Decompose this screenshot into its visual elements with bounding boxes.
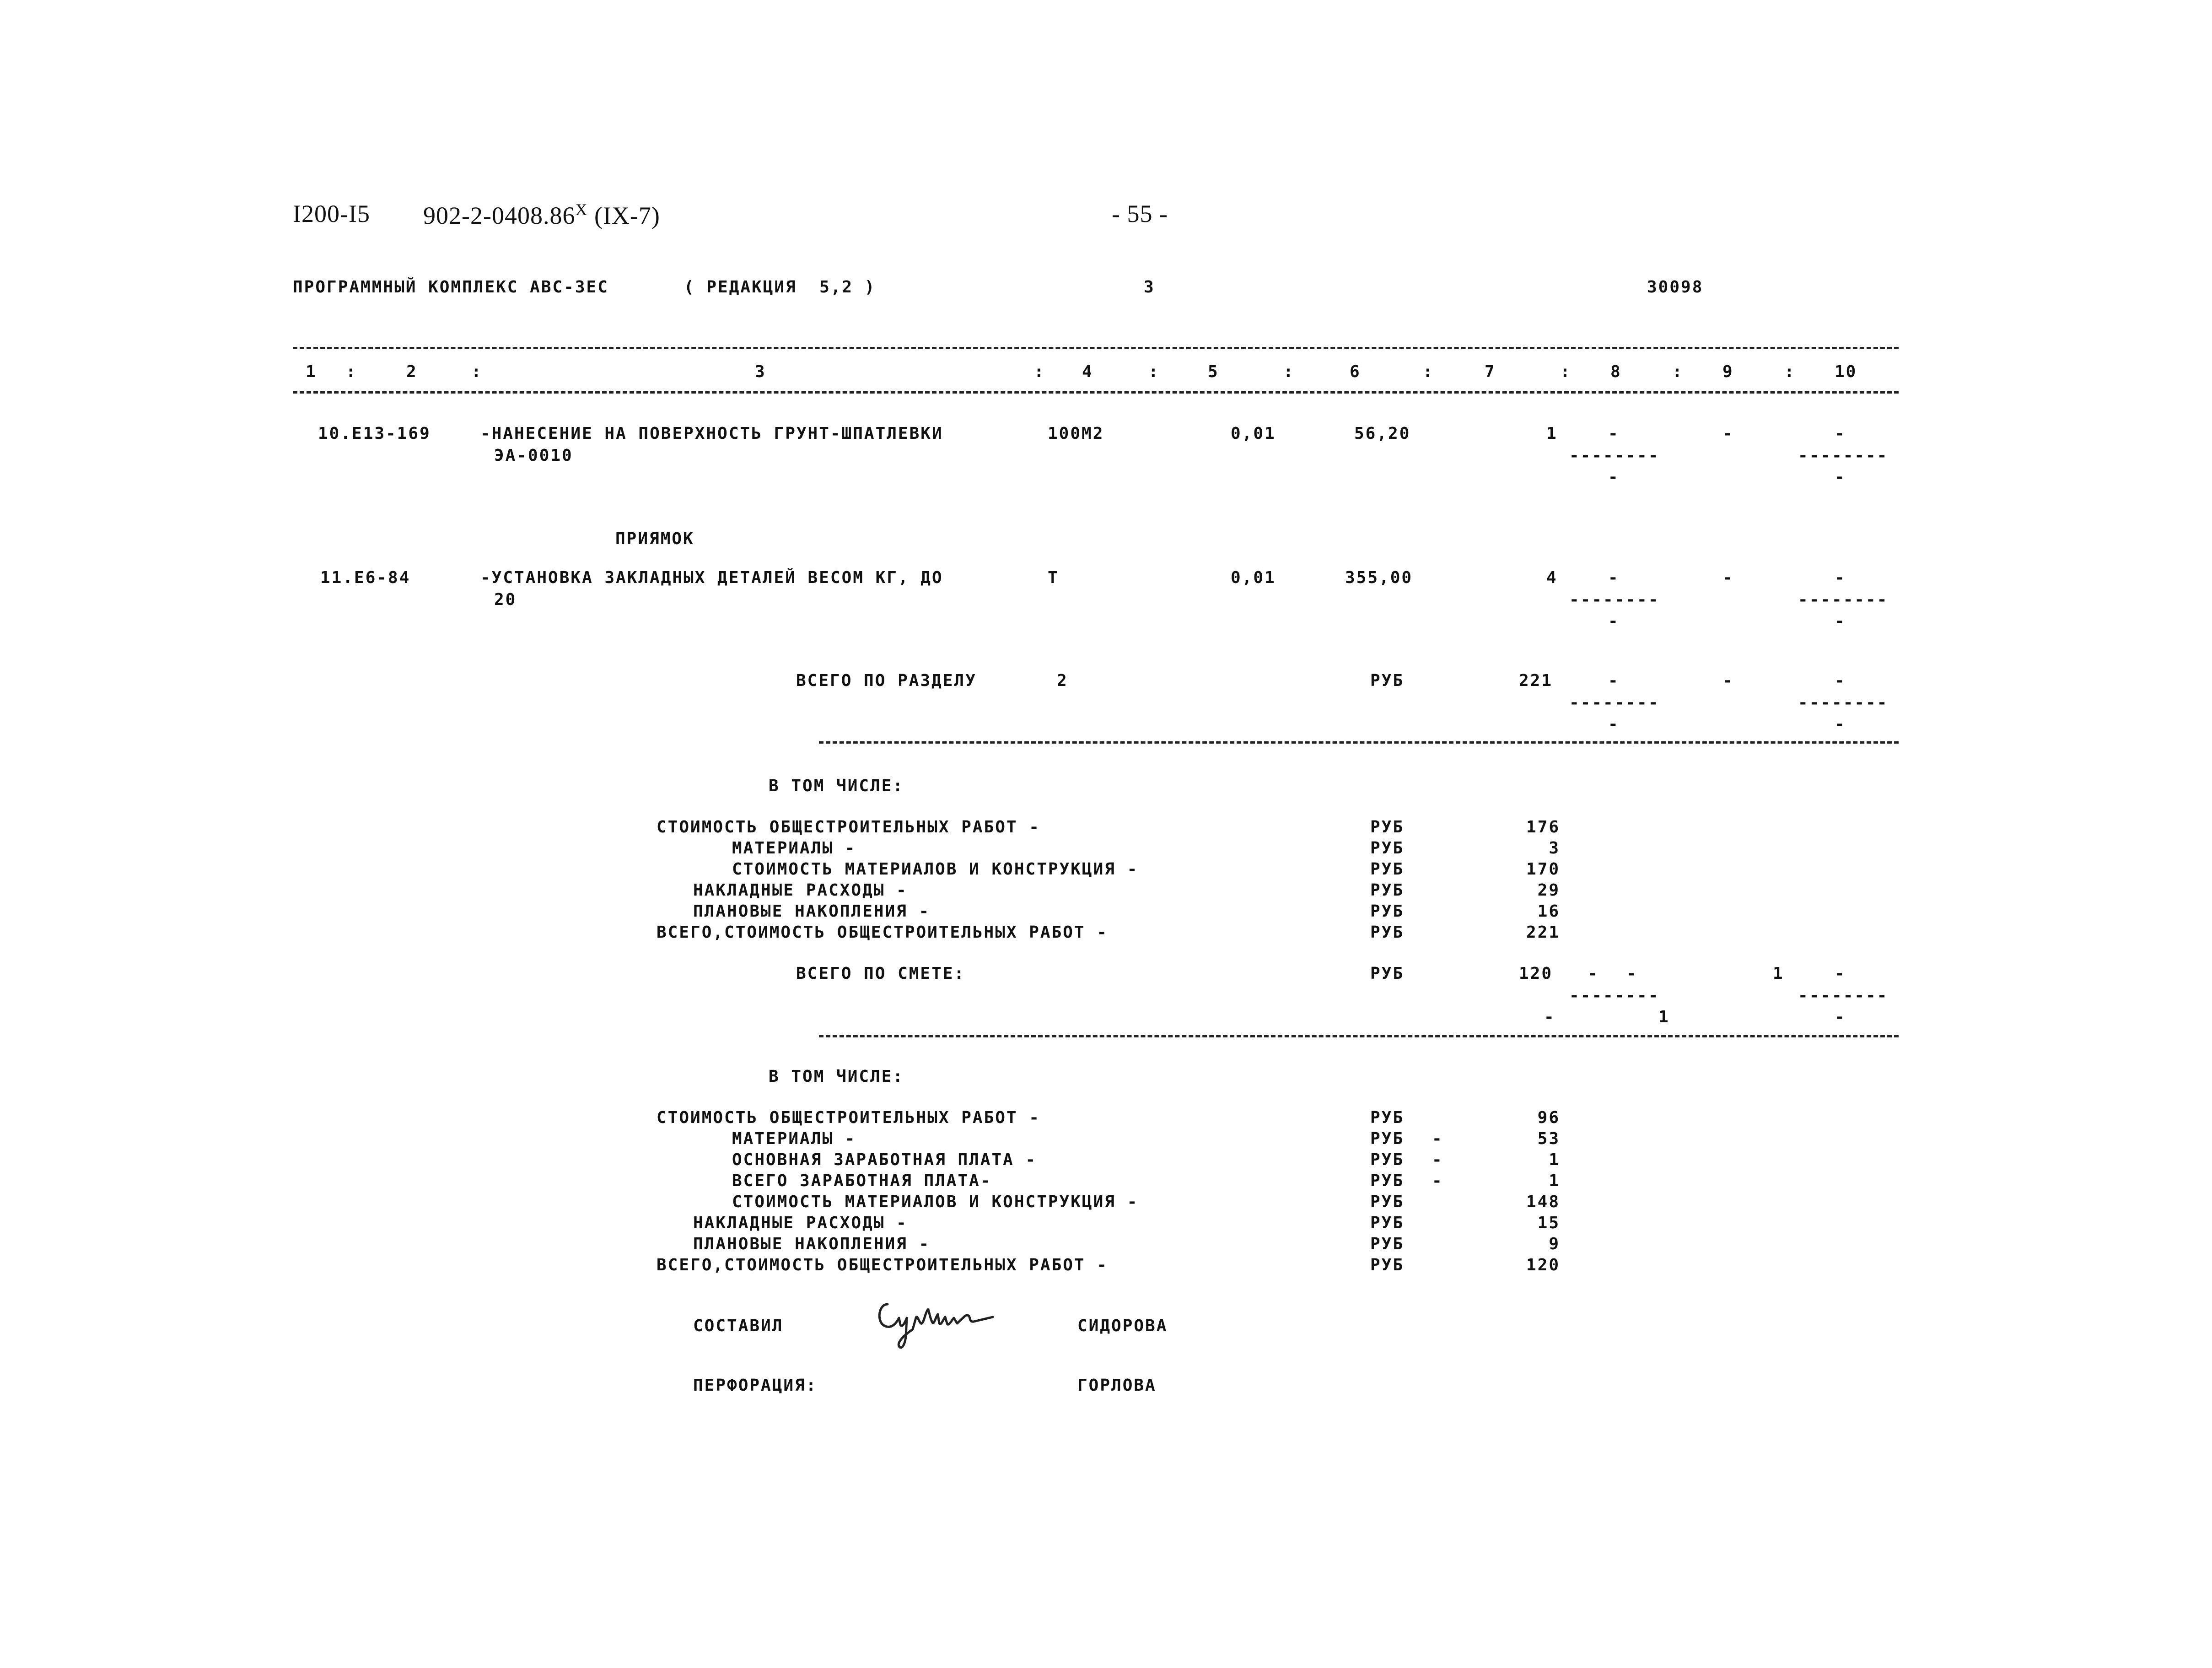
col-1: 1 <box>306 362 317 381</box>
col-10: 10 <box>1835 362 1857 381</box>
breakdown-mark: - <box>1432 1129 1443 1148</box>
doc-number-main: 902-2-0408.86 <box>423 202 576 229</box>
cell-c7-bottom: - <box>1544 1008 1555 1026</box>
cell-c10-top: - <box>1835 671 1846 690</box>
program-col3: 3 <box>1144 278 1155 297</box>
item-number: 11.Е6-84 <box>320 568 411 587</box>
item-number: 10.Е13-169 <box>318 424 431 443</box>
item-description-cont: ЭА-0010 <box>494 446 573 465</box>
breakdown-value: 120 <box>1526 1256 1560 1274</box>
breakdown-value: 16 <box>1537 902 1560 921</box>
cell-c10-bottom: - <box>1835 612 1846 631</box>
cell-c8-top: - <box>1608 671 1620 690</box>
cell-c10-bottom: - <box>1835 468 1846 486</box>
item-unit: Т <box>1048 568 1059 587</box>
breakdown-label: ВСЕГО,СТОИМОСТЬ ОБЩЕСТРОИТЕЛЬНЫХ РАБОТ - <box>657 1256 1108 1274</box>
doc-number-suffix: (IX-7) <box>587 202 660 229</box>
breakdown-unit: РУБ <box>1370 1256 1405 1274</box>
breakdown-value: 9 <box>1549 1235 1560 1253</box>
cell-c8-top: - <box>1608 568 1620 587</box>
col-sep: : <box>1034 362 1045 381</box>
estimate-total-label: ВСЕГО ПО СМЕТЕ: <box>796 964 966 983</box>
section-title: ПРИЯМОК <box>615 529 694 548</box>
section-total-rule <box>819 741 1899 744</box>
breakdown-unit: РУБ <box>1370 860 1405 879</box>
col-sep: : <box>1784 362 1796 381</box>
col-sep: : <box>1423 362 1434 381</box>
cell-c10-rule: -------- <box>1798 446 1889 465</box>
breakdown-unit: РУБ <box>1370 1171 1405 1190</box>
cell-c8-top: - <box>1608 424 1620 443</box>
col-9: 9 <box>1722 362 1734 381</box>
breakdown-value: 15 <box>1537 1214 1560 1232</box>
item-price: 355,00 <box>1345 568 1413 587</box>
col-5: 5 <box>1208 362 1219 381</box>
cell-c9: 1 <box>1773 964 1784 983</box>
cell-c10-bottom: - <box>1835 715 1846 734</box>
cell-c10-rule: -------- <box>1798 693 1889 712</box>
breakdown-unit: РУБ <box>1370 839 1405 858</box>
breakdown-unit: РУБ <box>1370 1129 1405 1148</box>
breakdown-mark: - <box>1432 1150 1443 1169</box>
breakdown-label: СТОИМОСТЬ ОБЩЕСТРОИТЕЛЬНЫХ РАБОТ - <box>657 818 1040 837</box>
cell-c8-rule: -------- <box>1569 986 1660 1005</box>
section-total-unit: РУБ <box>1370 671 1405 690</box>
program-code: 30098 <box>1647 278 1704 297</box>
breakdown-value: 176 <box>1526 818 1560 837</box>
doc-number-superscript: X <box>575 200 588 219</box>
estimate-total-value: 120 <box>1519 964 1553 983</box>
breakdown-heading: В ТОМ ЧИСЛЕ: <box>769 1067 904 1086</box>
breakdown-unit: РУБ <box>1370 1214 1405 1232</box>
perforation-label: ПЕРФОРАЦИЯ: <box>693 1376 818 1395</box>
col-sep: : <box>1672 362 1684 381</box>
breakdown-value: 29 <box>1537 881 1560 900</box>
breakdown-unit: РУБ <box>1370 881 1405 900</box>
item-qty: 0,01 <box>1231 568 1276 587</box>
col-7: 7 <box>1485 362 1496 381</box>
estimate-total-unit: РУБ <box>1370 964 1405 983</box>
breakdown-unit: РУБ <box>1370 1150 1405 1169</box>
perforation-name: ГОРЛОВА <box>1077 1376 1157 1395</box>
doc-code: I200-I5 <box>293 200 370 227</box>
cell-c8-rule: -------- <box>1569 693 1660 712</box>
cell-c10-top: - <box>1835 568 1846 587</box>
item-price: 56,20 <box>1354 424 1411 443</box>
section-total-value: 221 <box>1519 671 1553 690</box>
item-description: -УСТАНОВКА ЗАКЛАДНЫХ ДЕТАЛЕЙ ВЕСОМ КГ, ДО <box>480 568 943 587</box>
breakdown-value: 170 <box>1526 860 1560 879</box>
col-2: 2 <box>406 362 418 381</box>
col-sep: : <box>471 362 483 381</box>
breakdown-label: НАКЛАДНЫЕ РАСХОДЫ - <box>693 1214 908 1232</box>
page-number: - 55 - <box>1112 200 1168 227</box>
cell-c8-top: - <box>1626 964 1638 983</box>
breakdown-unit: РУБ <box>1370 902 1405 921</box>
col-sep: : <box>346 362 357 381</box>
program-edition: ( РЕДАКЦИЯ 5,2 ) <box>684 278 876 297</box>
cell-c8-bottom: - <box>1608 715 1620 734</box>
breakdown-value: 221 <box>1526 923 1560 942</box>
breakdown-label: ВСЕГО ЗАРАБОТНАЯ ПЛАТА- <box>732 1171 992 1190</box>
breakdown-value: 96 <box>1537 1108 1560 1127</box>
breakdown-label: ПЛАНОВЫЕ НАКОПЛЕНИЯ - <box>693 902 931 921</box>
breakdown-value: 148 <box>1526 1193 1560 1211</box>
cell-c9: - <box>1722 568 1734 587</box>
breakdown-label: СТОИМОСТЬ МАТЕРИАЛОВ И КОНСТРУКЦИЯ - <box>732 1193 1139 1211</box>
breakdown-label: МАТЕРИАЛЫ - <box>732 839 856 858</box>
breakdown-label: ОСНОВНАЯ ЗАРАБОТНАЯ ПЛАТА - <box>732 1150 1037 1169</box>
compiled-name: СИДОРОВА <box>1077 1317 1168 1335</box>
breakdown-mark: - <box>1432 1171 1443 1190</box>
breakdown-value: 3 <box>1549 839 1560 858</box>
col-4: 4 <box>1082 362 1093 381</box>
cell-c9: - <box>1722 671 1734 690</box>
item-description: -НАНЕСЕНИЕ НА ПОВЕРХНОСТЬ ГРУНТ-ШПАТЛЕВКИ <box>480 424 943 443</box>
section-total-num: 2 <box>1057 671 1068 690</box>
compiled-label: СОСТАВИЛ <box>693 1317 784 1335</box>
breakdown-value: 1 <box>1549 1150 1560 1169</box>
item-qty: 0,01 <box>1231 424 1276 443</box>
cell-c10-rule: -------- <box>1798 590 1889 609</box>
cell-c8-bottom: 1 <box>1658 1008 1670 1026</box>
breakdown-unit: РУБ <box>1370 818 1405 837</box>
breakdown-label: ВСЕГО,СТОИМОСТЬ ОБЩЕСТРОИТЕЛЬНЫХ РАБОТ - <box>657 923 1108 942</box>
breakdown-value: 53 <box>1537 1129 1560 1148</box>
cell-c8-bottom: - <box>1608 612 1620 631</box>
breakdown-unit: РУБ <box>1370 1108 1405 1127</box>
handwritten-signature <box>874 1290 1020 1359</box>
cell-c10-rule: -------- <box>1798 986 1889 1005</box>
breakdown-label: НАКЛАДНЫЕ РАСХОДЫ - <box>693 881 908 900</box>
item-description-cont: 20 <box>494 590 517 609</box>
header-rule-bottom <box>293 391 1899 394</box>
breakdown-unit: РУБ <box>1370 923 1405 942</box>
breakdown-label: ПЛАНОВЫЕ НАКОПЛЕНИЯ - <box>693 1235 931 1253</box>
col-sep: : <box>1148 362 1160 381</box>
col-8: 8 <box>1610 362 1622 381</box>
breakdown-label: СТОИМОСТЬ ОБЩЕСТРОИТЕЛЬНЫХ РАБОТ - <box>657 1108 1040 1127</box>
cell-c8-rule: -------- <box>1569 446 1660 465</box>
doc-number <box>423 201 660 228</box>
breakdown-label: СТОИМОСТЬ МАТЕРИАЛОВ И КОНСТРУКЦИЯ - <box>732 860 1139 879</box>
item-total: 1 <box>1546 424 1558 443</box>
cell-c8-bottom: - <box>1608 468 1620 486</box>
cell-c7b-top: - <box>1588 964 1599 983</box>
cell-c8-rule: -------- <box>1569 590 1660 609</box>
breakdown-label: МАТЕРИАЛЫ - <box>732 1129 856 1148</box>
breakdown-value: 1 <box>1549 1171 1560 1190</box>
cell-c9: - <box>1722 424 1734 443</box>
col-3: 3 <box>755 362 766 381</box>
header-rule-top <box>293 347 1899 349</box>
item-total: 4 <box>1546 568 1558 587</box>
breakdown-unit: РУБ <box>1370 1193 1405 1211</box>
cell-c10-bottom: - <box>1835 1008 1846 1026</box>
breakdown-heading: В ТОМ ЧИСЛЕ: <box>769 777 904 795</box>
estimate-total-rule <box>819 1035 1899 1037</box>
item-unit: 100М2 <box>1048 424 1104 443</box>
col-sep: : <box>1560 362 1572 381</box>
col-sep: : <box>1283 362 1295 381</box>
col-6: 6 <box>1350 362 1361 381</box>
breakdown-unit: РУБ <box>1370 1235 1405 1253</box>
section-total-label: ВСЕГО ПО РАЗДЕЛУ <box>796 671 977 690</box>
program-name: ПРОГРАММНЫЙ КОМПЛЕКС АВС-ЗЕС <box>293 278 609 297</box>
cell-c10-top: - <box>1835 964 1846 983</box>
cell-c10-top: - <box>1835 424 1846 443</box>
